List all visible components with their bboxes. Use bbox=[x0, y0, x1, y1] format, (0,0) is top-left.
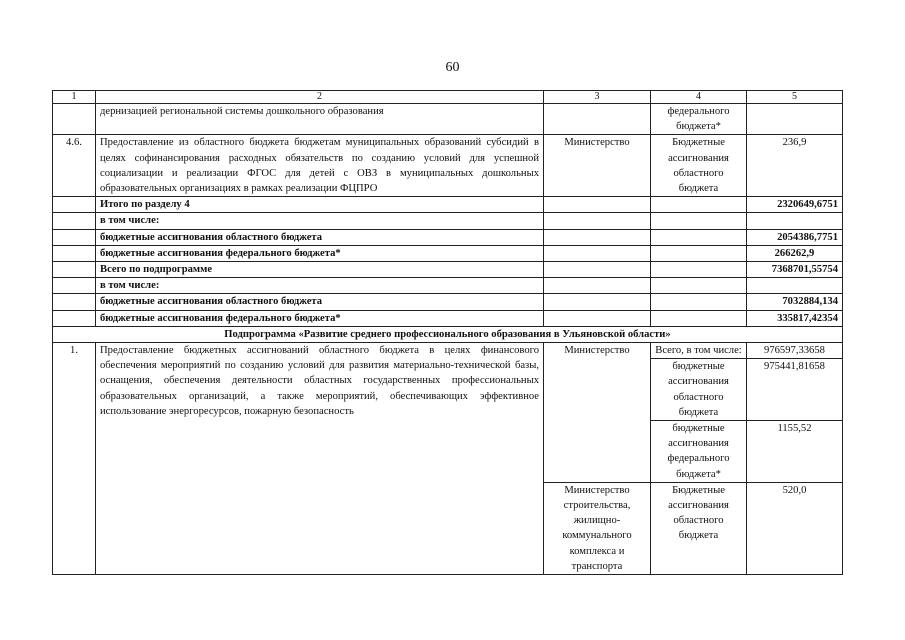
funding-source: федерального бюджета* bbox=[651, 104, 747, 135]
summary-row bbox=[53, 310, 843, 326]
header-cell: 1 bbox=[53, 91, 96, 104]
amount: 520,0 bbox=[747, 482, 843, 574]
item-number: 1. bbox=[53, 343, 96, 575]
summary-label: Итого по разделу 4 bbox=[96, 197, 544, 213]
summary-row bbox=[53, 229, 843, 245]
summary-label: бюджетные ассигнования областного бюджета bbox=[96, 229, 544, 245]
summary-amount: 2054386,7751 bbox=[747, 229, 843, 245]
funding-source: бюджетные ассигнования областного бюджета bbox=[651, 359, 747, 421]
summary-amount: 7032884,134 bbox=[747, 294, 843, 310]
budget-table bbox=[52, 90, 843, 575]
summary-label: бюджетные ассигнования областного бюджета bbox=[96, 294, 544, 310]
summary-amount: 7368701,55754 bbox=[747, 262, 843, 278]
amount: 1155,52 bbox=[747, 421, 843, 483]
summary-amount: 2320649,6751 bbox=[747, 197, 843, 213]
item-description: Предоставление из областного бюджета бюджетам муниципальных образований субсидий в целях софинансирования расходных обязательств по созданию условий для успешной социализации и реализации ФГОС для детей с ОВЗ в муниципальных дошкольных образовательных организациях в рамках реализации ФЦПРО bbox=[96, 135, 544, 197]
funding-source: Бюджетные ассигнования областного бюджета bbox=[651, 135, 747, 197]
summary-amount: 266262,9 bbox=[747, 245, 843, 261]
summary-label: бюджетные ассигнования федерального бюджета* bbox=[96, 245, 544, 261]
header-row bbox=[53, 91, 843, 104]
table-row bbox=[53, 135, 843, 197]
summary-row bbox=[53, 278, 843, 294]
funding-source: Всего, в том числе: bbox=[651, 343, 747, 359]
header-cell: 4 bbox=[651, 91, 747, 104]
summary-row bbox=[53, 262, 843, 278]
summary-label: в том числе: bbox=[96, 278, 544, 294]
funding-source: бюджетные ассигнования федерального бюджета* bbox=[651, 421, 747, 483]
subprogram-title: Подпрограмма «Развитие среднего профессионального образования в Ульяновской области» bbox=[53, 326, 843, 342]
summary-label: бюджетные ассигнования федерального бюджета* bbox=[96, 310, 544, 326]
table-row bbox=[53, 343, 843, 359]
summary-row bbox=[53, 213, 843, 229]
summary-amount bbox=[747, 278, 843, 294]
funding-source: Бюджетные ассигнования областного бюджета bbox=[651, 482, 747, 574]
header-cell: 2 bbox=[96, 91, 544, 104]
executor: Министерство bbox=[544, 343, 651, 483]
summary-amount bbox=[747, 213, 843, 229]
summary-row bbox=[53, 294, 843, 310]
executor: Министерство bbox=[544, 135, 651, 197]
summary-row bbox=[53, 245, 843, 261]
header-cell: 3 bbox=[544, 91, 651, 104]
item-number: 4.6. bbox=[53, 135, 96, 197]
summary-row bbox=[53, 197, 843, 213]
executor: Министерство строительства, жилищно-коммунального комплекса и транспорта bbox=[544, 482, 651, 574]
continued-text: дернизацией региональной системы дошкольного образования bbox=[96, 104, 544, 135]
summary-amount: 335817,42354 bbox=[747, 310, 843, 326]
amount: 975441,81658 bbox=[747, 359, 843, 421]
amount: 236,9 bbox=[747, 135, 843, 197]
header-cell: 5 bbox=[747, 91, 843, 104]
subprogram-row bbox=[53, 326, 843, 342]
summary-label: Всего по подпрограмме bbox=[96, 262, 544, 278]
table-row bbox=[53, 104, 843, 135]
item-description: Предоставление бюджетных ассигнований областного бюджета в целях финансового обеспечения мероприятий по созданию условий для развития материально-технической базы, оснащения, обеспечения деятельности областных государственных профессиональных образовательных организаций, а также мероприятий, обеспечивающих эффективное использование энергоресурсов, пожарную безопасность bbox=[96, 343, 544, 575]
summary-label: в том числе: bbox=[96, 213, 544, 229]
amount: 976597,33658 bbox=[747, 343, 843, 359]
page-number: 60 bbox=[445, 60, 460, 75]
